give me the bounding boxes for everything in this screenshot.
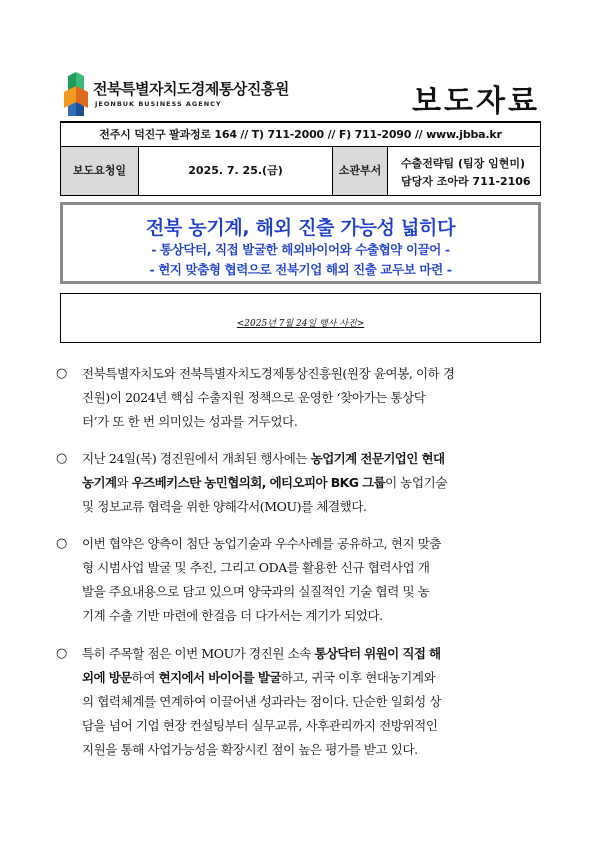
- agency-logo-icon: [64, 72, 88, 116]
- paragraph-1: [56, 362, 546, 434]
- department-value: [388, 147, 540, 195]
- paragraph-4: [56, 642, 546, 762]
- paragraph-line: 이번 협약은 양측이 첨단 농업기술과 우수사례를 공유하고, 현지 맞춤: [82, 536, 442, 551]
- photo-caption: <2025년 7월 24일 행사 사진>: [236, 319, 365, 329]
- paragraph-line: 형 시범사업 발굴 및 추진, 그리고 ODA를 활용한 신규 협력사업 개: [82, 560, 430, 575]
- bold-text: 농기계: [82, 475, 117, 490]
- org-name-english: JEONBUK BUSINESS AGENCY: [95, 100, 222, 108]
- paragraph-line: 기계 수출 기반 마련에 한걸음 더 다가서는 계기가 되었다.: [82, 608, 383, 623]
- paragraph-3: [56, 532, 546, 628]
- paragraph-line: 지원을 통해 사업가능성을 확장시킨 점이 높은 평가를 받고 있다.: [82, 742, 418, 757]
- paragraph-2: [56, 447, 546, 519]
- headline-subtitle-1: - 통상닥터, 직접 발굴한 해외바이어와 수출협약 이끌어 -: [151, 242, 450, 257]
- org-name: 전북특별자치도경제통상진흥원: [93, 80, 289, 98]
- paragraph-line: 담을 넘어 기업 현장 컨설팅부터 실무교류, 사후관리까지 전방위적인: [82, 718, 438, 733]
- contact-person: 담당자 조아라 711-2106: [401, 175, 531, 188]
- department-label: 소관부서: [333, 147, 388, 195]
- paragraph-line: 외에 방문하여 현지에서 바이어를 발굴하고, 귀국 이후 현대농기계와: [82, 670, 436, 685]
- photo-area: [60, 293, 541, 343]
- paragraph-line: 지난 24일(목) 경진원에서 개최된 행사에는 농업기계 전문기업인 현대: [82, 451, 445, 466]
- info-table: [60, 123, 541, 196]
- headline-subtitle-2: - 현지 맞춤형 협력으로 전북기업 해외 진출 교두보 마련 -: [149, 262, 452, 277]
- paragraph-line: 진원)이 2024년 핵심 수출지원 정책으로 운영한 ‘찾아가는 통상닥: [82, 390, 426, 405]
- paragraph-line: 의 협력체계를 연계하여 이끌어낸 성과라는 점이다. 단순한 일회성 상: [82, 694, 442, 709]
- paragraph-line: 특히 주목할 점은 이번 MOU가 경진원 소속 통상닥터 위원이 직접 해: [82, 646, 441, 661]
- bold-text: 외에 방문: [82, 670, 132, 685]
- headline-box: [60, 202, 541, 284]
- paragraph-line: 전북특별자치도와 전북특별자치도경제통상진흥원(원장 윤여봉, 이하 경: [82, 366, 455, 381]
- agency-logo: [64, 72, 324, 120]
- paragraph-line: 발을 주요내용으로 담고 있으며 양국과의 실질적인 기술 협력 및 농: [82, 584, 430, 599]
- contact-line: 전주시 덕진구 팔과정로 164 // T) 711-2000 // F) 711-2090 // www.jbba.kr: [61, 123, 540, 147]
- bullet-circle-icon: ○: [56, 366, 67, 381]
- paragraph-line: 터’가 또 한 번 의미있는 성과를 거두었다.: [82, 414, 298, 429]
- department-team: 수출전략팀 (팀장 임현미): [401, 157, 525, 170]
- bold-text: 통상닥터 위원이 직접 해: [314, 646, 441, 661]
- bullet-circle-icon: ○: [56, 536, 67, 551]
- bullet-circle-icon: ○: [56, 451, 67, 466]
- request-date-value: 2025. 7. 25.(금): [139, 147, 333, 195]
- bullet-circle-icon: ○: [56, 646, 67, 661]
- document-type-title: 보도자료: [412, 84, 540, 119]
- bold-text: 현지에서 바이어를 발굴: [158, 670, 281, 685]
- paragraph-line: 및 정보교류 협력을 위한 양해각서(MOU)를 체결했다.: [82, 499, 367, 514]
- paragraph-line: 농기계와 우즈베키스탄 농민협의회, 에티오피아 BKG 그룹이 농업기술: [82, 475, 448, 490]
- headline-title: 전북 농기계, 해외 진출 가능성 넓히다: [145, 217, 456, 239]
- request-date-label: 보도요청일: [61, 147, 139, 195]
- bold-text: 우즈베키스탄 농민협의회, 에티오피아 BKG 그룹: [131, 475, 386, 490]
- bold-text: 농업기계 전문기업인 현대: [310, 451, 445, 466]
